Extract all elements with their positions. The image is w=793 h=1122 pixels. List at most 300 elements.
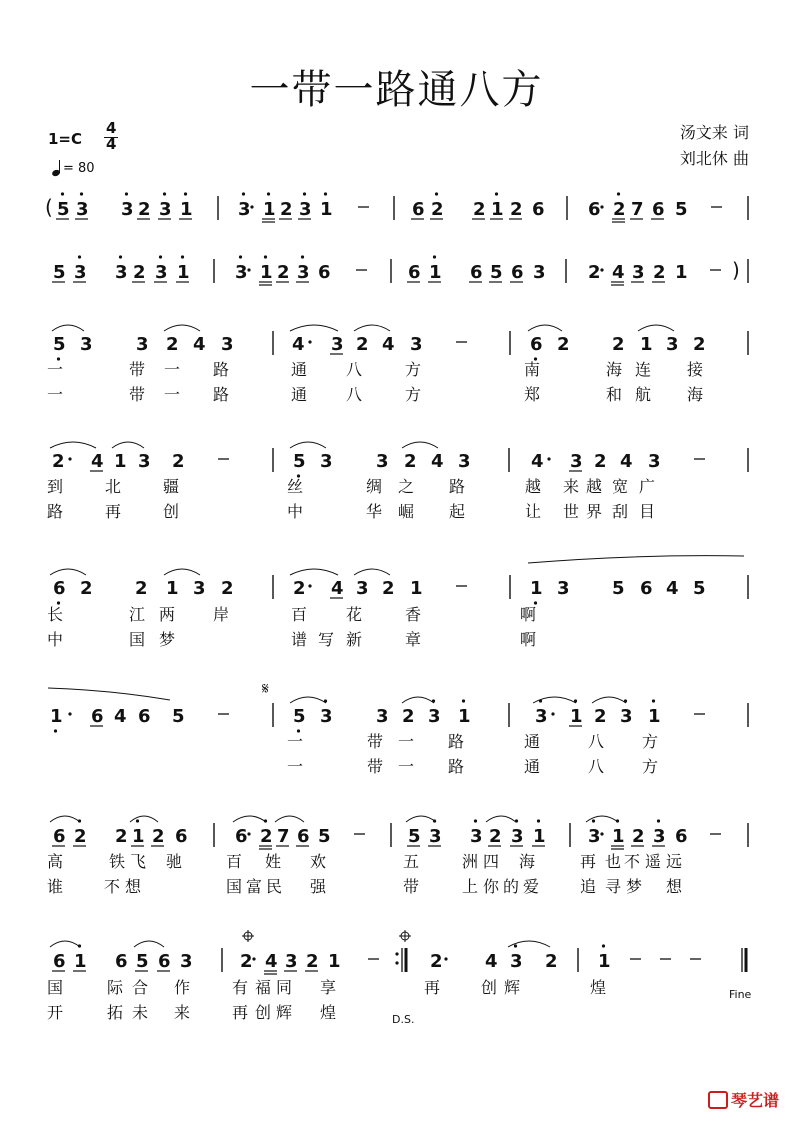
- note-1: 1: [429, 262, 442, 283]
- augmentation-dot: [250, 205, 253, 208]
- watermark-logo: [708, 1088, 779, 1111]
- lyric-syllable: 追: [580, 877, 597, 896]
- octave-dot-above: [433, 255, 436, 258]
- note-4: 4: [620, 451, 633, 472]
- slur: [50, 442, 96, 448]
- note-2: 2: [52, 451, 65, 472]
- lyric-syllable: 民: [266, 877, 283, 896]
- note-2: 2: [612, 334, 625, 355]
- note-2: 2: [594, 451, 607, 472]
- note-6: 6: [138, 706, 151, 727]
- lyric-syllable: 啊: [520, 605, 537, 624]
- lyric-syllable: 一: [47, 385, 64, 404]
- slur: [486, 816, 516, 822]
- augmentation-dot: [68, 712, 71, 715]
- octave-dot-above: [136, 819, 139, 822]
- time-signature-top: 4: [106, 119, 117, 137]
- lyric-syllable: 之: [398, 477, 415, 496]
- octave-dot-above: [495, 192, 498, 195]
- note-4: 4: [114, 706, 127, 727]
- note-2: 2: [489, 826, 502, 847]
- lyric-syllable: 界: [586, 502, 603, 521]
- page-title: 一带一路通八方: [249, 67, 544, 113]
- brand-logo-icon: [708, 1091, 728, 1109]
- lyric-syllable: 煌: [590, 978, 607, 997]
- lyric-syllable: 航: [635, 385, 652, 404]
- lyric-syllable: 一: [164, 360, 181, 379]
- slur: [406, 816, 436, 822]
- augmentation-dot: [308, 584, 311, 587]
- lyric-syllable: 香: [405, 605, 422, 624]
- note-3: 3: [570, 451, 583, 472]
- lyric-syllable: 路: [213, 360, 230, 379]
- note-3: 3: [376, 706, 389, 727]
- note-3: 3: [299, 199, 312, 220]
- note-5: 5: [172, 706, 185, 727]
- note-1: 1: [260, 262, 273, 283]
- lyric-syllable: 寻: [605, 877, 622, 896]
- note-1: 1: [410, 578, 423, 599]
- augmentation-dot: [551, 712, 554, 715]
- note-1: 1: [50, 706, 63, 727]
- lyric-syllable: 疆: [163, 477, 180, 496]
- slur: [290, 325, 338, 331]
- note-2: 2: [80, 578, 93, 599]
- lyric-syllable: 福: [255, 978, 272, 997]
- octave-dot-above: [163, 192, 166, 195]
- slur: [354, 325, 390, 331]
- note-2: 2: [402, 706, 415, 727]
- augmentation-dot: [547, 457, 550, 460]
- lyric-syllable: 开: [47, 1003, 64, 1022]
- lyric-syllable: 作: [174, 978, 191, 997]
- lyric-syllable: 再: [424, 978, 441, 997]
- octave-dot-above: [301, 255, 304, 258]
- lyric-syllable: 花: [346, 605, 363, 624]
- lyric-syllable: 通: [291, 385, 308, 404]
- lyric-syllable: 刮: [612, 502, 629, 521]
- octave-dot-above: [125, 192, 128, 195]
- lyric-syllable: 一: [287, 757, 304, 776]
- lyric-syllable: 中: [47, 630, 64, 649]
- lyric-syllable: 通: [524, 732, 541, 751]
- slur: [290, 569, 338, 575]
- octave-dot-above: [267, 192, 270, 195]
- lyric-syllable: 再: [580, 852, 597, 871]
- slur: [134, 941, 164, 947]
- lyric-syllable: 高: [47, 852, 64, 871]
- lyric-syllable: 一: [287, 732, 304, 751]
- lyric-syllable: 丝: [287, 477, 304, 496]
- note-6: 6: [91, 706, 104, 727]
- slur: [164, 569, 200, 575]
- lyric-syllable: 一: [164, 385, 181, 404]
- lyric-syllable: 通: [291, 360, 308, 379]
- lyric-syllable: 路: [449, 477, 466, 496]
- octave-dot-above: [181, 255, 184, 258]
- note-3: 3: [632, 262, 645, 283]
- lyric-syllable: 辉: [504, 978, 521, 997]
- note-2: 2: [473, 199, 486, 220]
- note-3: 3: [356, 578, 369, 599]
- lyric-syllable: 爱: [523, 877, 540, 896]
- lyric-syllable: 富: [246, 877, 263, 896]
- lyric-syllable: 不: [104, 877, 121, 896]
- note-3: 3: [557, 578, 570, 599]
- note-5: 5: [57, 199, 70, 220]
- note-4: 4: [265, 951, 278, 972]
- note-3: 3: [458, 451, 471, 472]
- note-1: 1: [533, 826, 546, 847]
- note-2: 2: [382, 578, 395, 599]
- octave-dot-above: [242, 192, 245, 195]
- lyric-syllable: 带: [367, 757, 384, 776]
- slur: [528, 556, 744, 563]
- lyric-syllable: 路: [47, 502, 64, 521]
- lyric-syllable: 广: [639, 477, 656, 496]
- slur: [130, 816, 158, 822]
- note-1: 1: [320, 199, 333, 220]
- lyric-syllable: 你: [483, 877, 500, 896]
- lyric-syllable: 新: [346, 630, 363, 649]
- octave-dot-above: [474, 819, 477, 822]
- lyric-syllable: 带: [129, 360, 146, 379]
- note-4: 4: [91, 451, 104, 472]
- note-3: 3: [535, 706, 548, 727]
- note-3: 3: [428, 706, 441, 727]
- augmentation-dot: [444, 957, 447, 960]
- octave-dot-above: [324, 192, 327, 195]
- lyric-syllable: 际: [107, 978, 124, 997]
- lyric-syllable: 同: [276, 978, 293, 997]
- note-1: 1: [570, 706, 583, 727]
- ds-marking: D.S.: [392, 1013, 415, 1026]
- note-3: 3: [511, 826, 524, 847]
- lyric-syllable: 遥: [645, 852, 662, 871]
- note-6: 6: [511, 262, 524, 283]
- note-2: 2: [260, 826, 273, 847]
- note-6: 6: [297, 826, 310, 847]
- lyric-syllable: 来: [563, 477, 580, 496]
- octave-dot-above: [303, 192, 306, 195]
- note-4: 4: [612, 262, 625, 283]
- note-3: 3: [297, 262, 310, 283]
- octave-dot-above: [657, 819, 660, 822]
- lyric-syllable: 百: [291, 605, 308, 624]
- note-3: 3: [653, 826, 666, 847]
- composer-credit: 刘北休 曲: [679, 149, 749, 168]
- note-4: 4: [485, 951, 498, 972]
- lyric-syllable: 海: [519, 852, 536, 871]
- note-2: 2: [293, 578, 306, 599]
- note-3: 3: [376, 451, 389, 472]
- lyric-syllable: 创: [163, 502, 180, 521]
- note-3: 3: [331, 334, 344, 355]
- lyric-syllable: 强: [310, 877, 327, 896]
- augmentation-dot: [247, 832, 250, 835]
- slur: [402, 697, 434, 703]
- note-6: 6: [408, 262, 421, 283]
- octave-dot-above: [61, 192, 64, 195]
- note-2: 2: [306, 951, 319, 972]
- note-2: 2: [240, 951, 253, 972]
- note-6: 6: [115, 951, 128, 972]
- note-6: 6: [53, 826, 66, 847]
- note-2: 2: [356, 334, 369, 355]
- lyric-syllable: 四: [483, 852, 500, 871]
- octave-dot-above: [119, 255, 122, 258]
- note-2: 2: [404, 451, 417, 472]
- slur: [50, 569, 86, 575]
- lyric-syllable: 啊: [520, 630, 537, 649]
- lyric-syllable: 想: [666, 877, 683, 896]
- slur: [290, 442, 326, 448]
- slur: [164, 325, 200, 331]
- lyric-syllable: 再: [105, 502, 122, 521]
- note-3: 3: [238, 199, 251, 220]
- slur: [528, 325, 562, 331]
- note-3: 3: [285, 951, 298, 972]
- lyric-syllable: 想: [125, 877, 142, 896]
- note-1: 1: [640, 334, 653, 355]
- lyric-syllable: 郑: [524, 385, 541, 404]
- lyric-syllable: 拓: [107, 1003, 124, 1022]
- note-3: 3: [235, 262, 248, 283]
- lyric-syllable: 越: [525, 477, 542, 496]
- slur: [50, 941, 80, 947]
- lyric-syllable: 一: [398, 732, 415, 751]
- lyric-syllable: 欢: [310, 852, 327, 871]
- note-6: 6: [640, 578, 653, 599]
- note-2: 2: [221, 578, 234, 599]
- note-2: 2: [653, 262, 666, 283]
- lyric-syllable: 路: [213, 385, 230, 404]
- lyric-syllable: 驰: [166, 852, 183, 871]
- lyric-syllable: 谁: [47, 877, 64, 896]
- lyric-syllable: 未: [132, 1003, 149, 1022]
- lyric-syllable: 海: [687, 385, 704, 404]
- slur: [638, 325, 674, 331]
- note-6: 6: [532, 199, 545, 220]
- note-4: 4: [331, 578, 344, 599]
- lyric-syllable: 华: [366, 502, 383, 521]
- note-1: 1: [675, 262, 688, 283]
- note-1: 1: [458, 706, 471, 727]
- note-7: 7: [631, 199, 644, 220]
- note-6: 6: [530, 334, 543, 355]
- note-5: 5: [293, 706, 306, 727]
- lyric-syllable: 国: [226, 877, 243, 896]
- lyric-syllable: 梦: [159, 630, 176, 649]
- augmentation-dot: [600, 832, 603, 835]
- time-signature-bottom: 4: [106, 135, 117, 153]
- note-3: 3: [410, 334, 423, 355]
- lyric-syllable: 上: [462, 877, 479, 896]
- note-2: 2: [133, 262, 146, 283]
- note-1: 1: [132, 826, 145, 847]
- lyric-syllable: 合: [132, 978, 149, 997]
- lyric-syllable: 国: [47, 978, 64, 997]
- lyric-syllable: 梦: [626, 877, 643, 896]
- note-4: 4: [531, 451, 544, 472]
- lyric-syllable: 国: [129, 630, 146, 649]
- note-2: 2: [632, 826, 645, 847]
- note-3: 3: [80, 334, 93, 355]
- octave-dot-above: [80, 192, 83, 195]
- lyric-syllable: 连: [635, 360, 652, 379]
- lyric-syllable: 路: [448, 757, 465, 776]
- octave-dot-above: [78, 255, 81, 258]
- note-1: 1: [328, 951, 341, 972]
- lyric-syllable: 八: [346, 360, 363, 379]
- note-1: 1: [648, 706, 661, 727]
- note-2: 2: [431, 199, 444, 220]
- lyric-syllable: 洲: [462, 852, 479, 871]
- note-3: 3: [74, 262, 87, 283]
- fine-marking: Fine: [729, 988, 752, 1001]
- lyric-syllable: 江: [129, 605, 146, 624]
- octave-dot-above: [435, 192, 438, 195]
- note-5: 5: [612, 578, 625, 599]
- note-3: 3: [180, 951, 193, 972]
- lyric-syllable: 南: [524, 360, 541, 379]
- note-3: 3: [121, 199, 134, 220]
- brand-name: 琴艺谱: [730, 1091, 779, 1110]
- note-7: 7: [277, 826, 290, 847]
- note-2: 2: [430, 951, 443, 972]
- note-3: 3: [320, 451, 333, 472]
- note-3: 3: [136, 334, 149, 355]
- note-1: 1: [263, 199, 276, 220]
- lyric-syllable: 北: [105, 477, 122, 496]
- note-6: 6: [412, 199, 425, 220]
- note-6: 6: [318, 262, 331, 283]
- note-2: 2: [545, 951, 558, 972]
- note-6: 6: [158, 951, 171, 972]
- note-2: 2: [138, 199, 151, 220]
- repeat-dot: [395, 952, 398, 955]
- slur: [52, 325, 84, 331]
- lyric-syllable: 到: [47, 477, 64, 496]
- lyric-syllable: 带: [129, 385, 146, 404]
- augmentation-dot: [600, 268, 603, 271]
- note-4: 4: [382, 334, 395, 355]
- lyric-syllable: 起: [449, 502, 466, 521]
- slur: [402, 442, 438, 448]
- note-2: 2: [588, 262, 601, 283]
- note-3: 3: [533, 262, 546, 283]
- slur: [290, 697, 326, 703]
- note-2: 2: [557, 334, 570, 355]
- note-6: 6: [652, 199, 665, 220]
- lyric-syllable: 有: [232, 978, 249, 997]
- note-3: 3: [666, 334, 679, 355]
- lyric-syllable: 一: [398, 757, 415, 776]
- note-3: 3: [588, 826, 601, 847]
- note-3: 3: [470, 826, 483, 847]
- lyric-syllable: 再: [232, 1003, 249, 1022]
- lyric-syllable: 飞: [130, 852, 147, 871]
- note-4: 4: [193, 334, 206, 355]
- note-2: 2: [277, 262, 290, 283]
- lyric-syllable: 绸: [366, 477, 383, 496]
- note-2: 2: [613, 199, 626, 220]
- tempo-value: = 80: [63, 160, 95, 176]
- lyric-syllable: 创: [255, 1003, 272, 1022]
- note-5: 5: [293, 451, 306, 472]
- octave-dot-above: [239, 255, 242, 258]
- slur: [275, 816, 304, 822]
- octave-dot-above: [184, 192, 187, 195]
- lyric-syllable: 煌: [320, 1003, 337, 1022]
- note-1: 1: [180, 199, 193, 220]
- lyric-syllable: 八: [346, 385, 363, 404]
- slur: [586, 816, 618, 822]
- lyric-syllable: 长: [47, 605, 64, 624]
- augmentation-dot: [68, 457, 71, 460]
- note-3: 3: [648, 451, 661, 472]
- note-1: 1: [491, 199, 504, 220]
- lyric-syllable: 创: [481, 978, 498, 997]
- lyric-syllable: 来: [174, 1003, 191, 1022]
- lyric-syllable: 带: [367, 732, 384, 751]
- lyric-syllable: 享: [320, 978, 337, 997]
- lyric-syllable: 和: [606, 385, 623, 404]
- octave-dot-above: [514, 944, 517, 947]
- note-4: 4: [666, 578, 679, 599]
- octave-dot-above: [617, 192, 620, 195]
- lyric-syllable: 世: [563, 502, 580, 521]
- note-5: 5: [490, 262, 503, 283]
- augmentation-dot: [600, 205, 603, 208]
- note-5: 5: [675, 199, 688, 220]
- lyric-syllable: 的: [503, 877, 520, 896]
- note-3: 3: [193, 578, 206, 599]
- note-4: 4: [292, 334, 305, 355]
- lyric-syllable: 谱: [291, 630, 308, 649]
- lyric-syllable: 写: [318, 630, 335, 649]
- augmentation-dot: [247, 268, 250, 271]
- lyric-syllable: 五: [403, 852, 420, 871]
- note-6: 6: [235, 826, 248, 847]
- lyric-syllable: 辉: [276, 1003, 293, 1022]
- note-2: 2: [510, 199, 523, 220]
- note-6: 6: [470, 262, 483, 283]
- note-5: 5: [693, 578, 706, 599]
- note-5: 5: [318, 826, 331, 847]
- lyric-syllable: 方: [642, 732, 659, 751]
- note-6: 6: [53, 951, 66, 972]
- lyric-syllable: 方: [642, 757, 659, 776]
- note-1: 1: [166, 578, 179, 599]
- octave-dot-above: [652, 699, 655, 702]
- note-3: 3: [320, 706, 333, 727]
- note-1: 1: [530, 578, 543, 599]
- lyric-syllable: 宽: [612, 477, 629, 496]
- bracket: ): [732, 258, 740, 282]
- segno-icon: 𝄋: [262, 679, 269, 698]
- note-5: 5: [53, 334, 66, 355]
- note-3: 3: [221, 334, 234, 355]
- augmentation-dot: [308, 340, 311, 343]
- note-5: 5: [408, 826, 421, 847]
- slur: [112, 442, 144, 448]
- lyric-syllable: 目: [639, 502, 656, 521]
- note-6: 6: [588, 199, 601, 220]
- lyric-syllable: 百: [226, 852, 243, 871]
- note-2: 2: [135, 578, 148, 599]
- slur: [592, 697, 626, 703]
